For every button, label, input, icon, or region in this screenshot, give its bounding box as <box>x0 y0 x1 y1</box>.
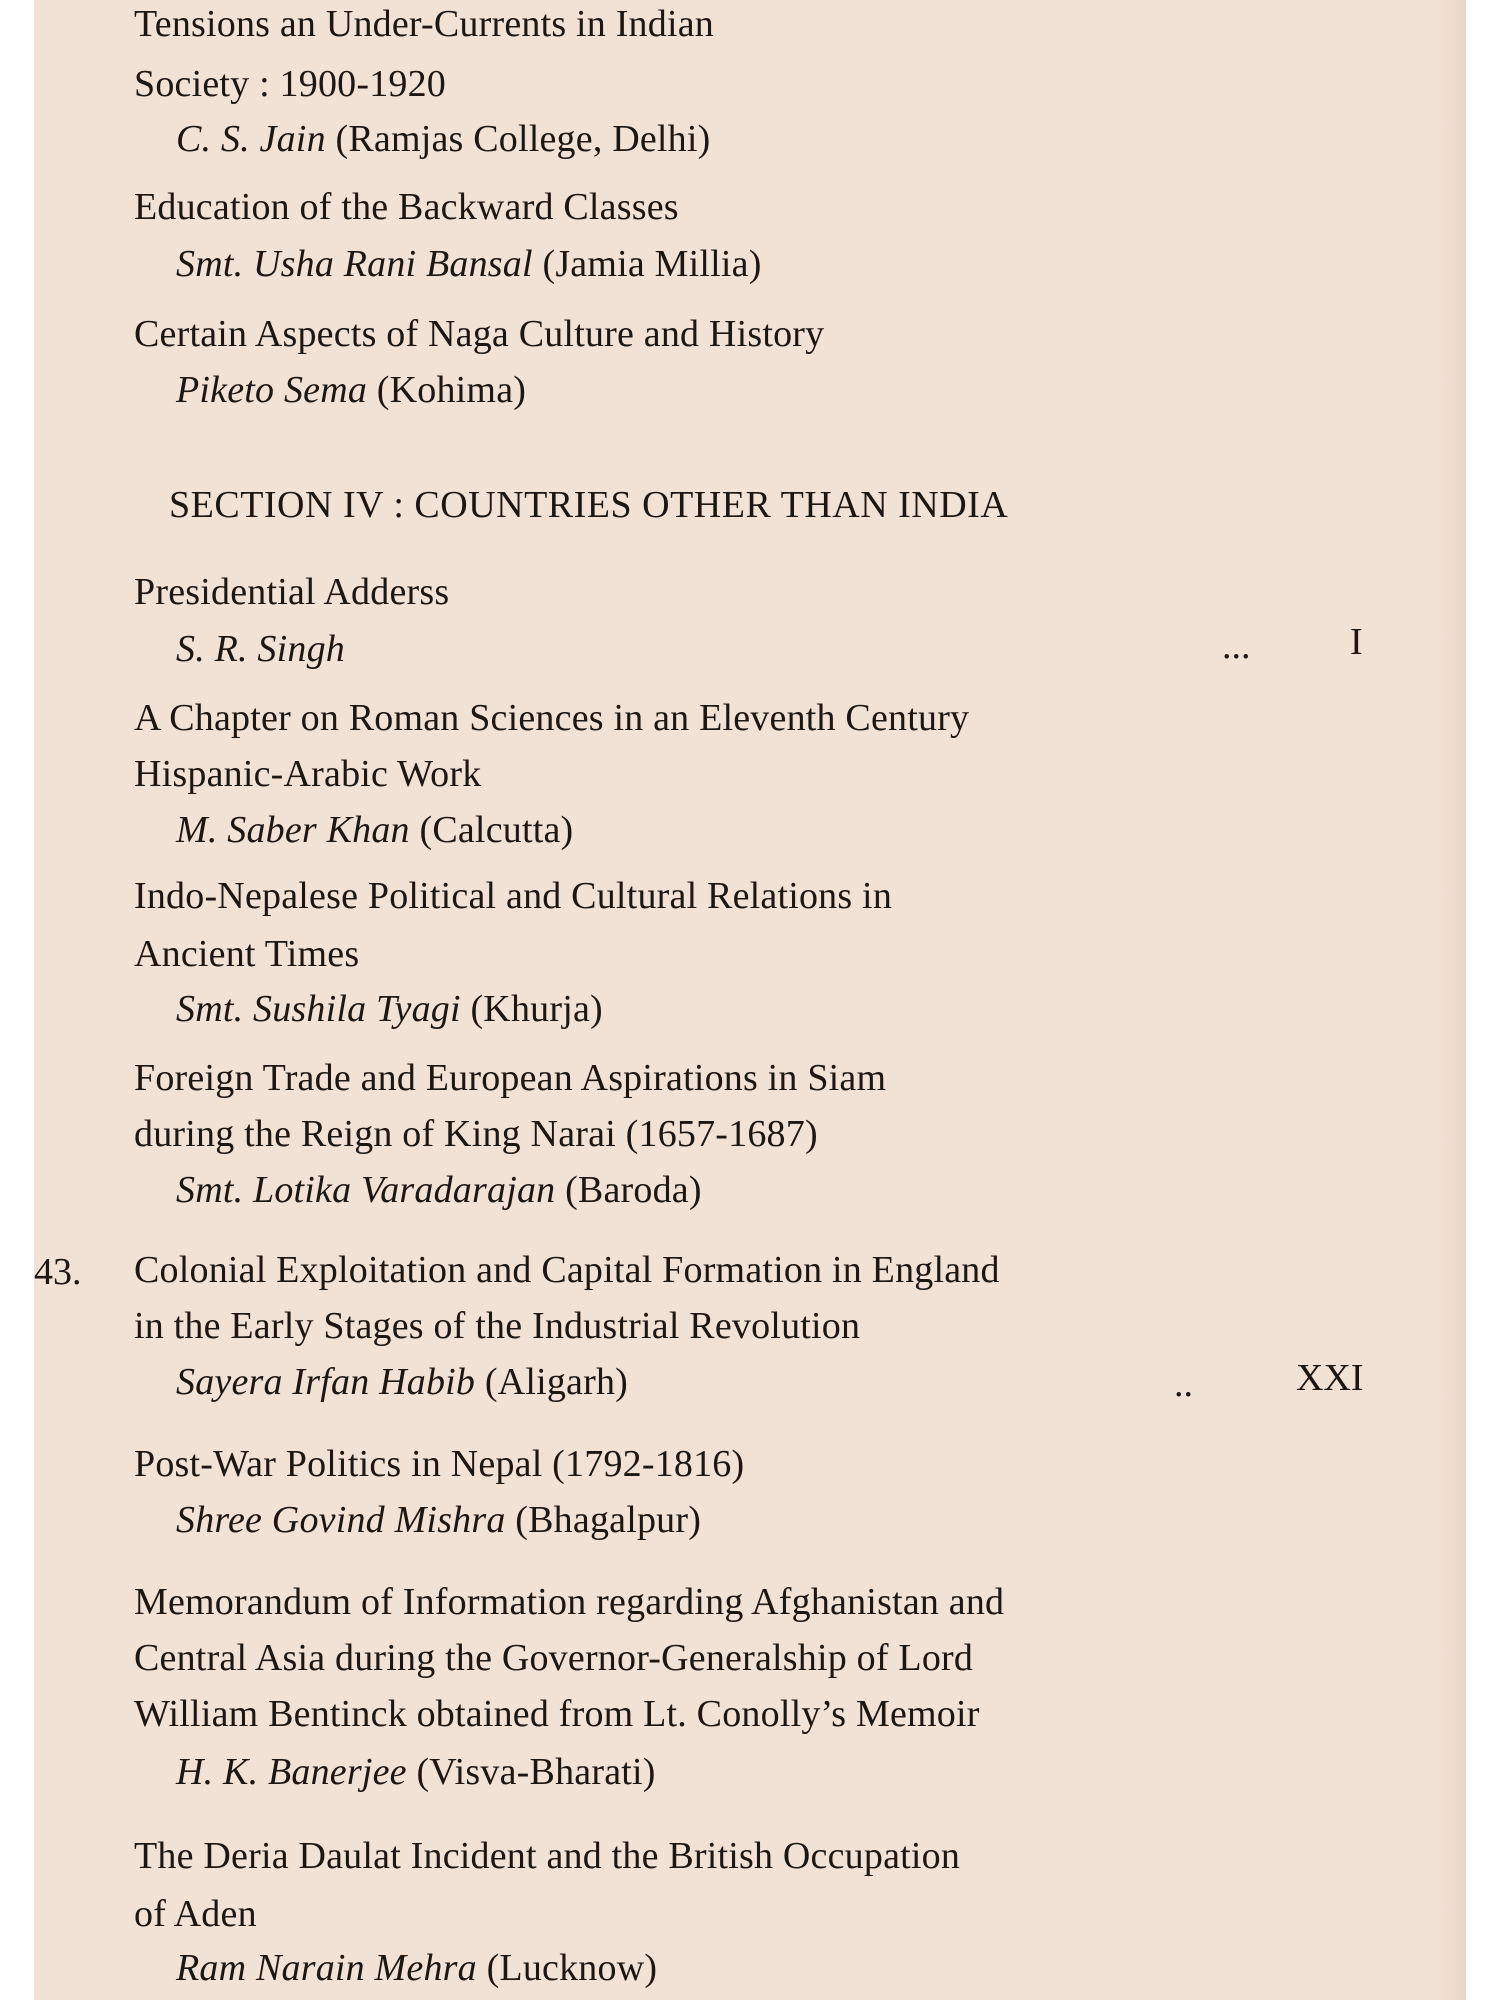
author-name: S. R. Singh <box>176 628 345 670</box>
entry-title-line: A Chapter on Roman Sciences in an Eleventh Century <box>134 697 970 739</box>
author-affiliation: (Jamia Millia) <box>542 243 762 285</box>
entry-title-line: of Aden <box>134 1893 257 1935</box>
entry-number: 43. <box>34 1251 82 1293</box>
entry-title-line: Ancient Times <box>134 933 360 975</box>
author-name: C. S. Jain <box>176 118 326 160</box>
author-name: M. Saber Khan <box>176 809 410 851</box>
page-number: XXI <box>1296 1357 1364 1399</box>
entry-author-line <box>176 806 573 854</box>
author-affiliation: (Bhagalpur) <box>515 1499 702 1541</box>
entry-author-line <box>176 1496 701 1544</box>
author-name: Smt. Lotika Varadarajan <box>176 1169 556 1211</box>
entry-title-line: The Deria Daulat Incident and the British Occupation <box>134 1835 961 1877</box>
entry-author-line <box>176 985 603 1033</box>
entry-title-line: Presidential Adderss <box>134 571 450 613</box>
author-affiliation: (Visva-Bharati) <box>416 1751 656 1793</box>
entry-title-line: during the Reign of King Narai (1657-1687) <box>134 1113 818 1155</box>
entry-title-line: Memorandum of Information regarding Afghanistan and <box>134 1581 1005 1623</box>
author-name: Smt. Usha Rani Bansal <box>176 243 533 285</box>
author-affiliation: (Aligarh) <box>484 1361 629 1403</box>
author-name: Sayera Irfan Habib <box>176 1361 476 1403</box>
author-name: Piketo Sema <box>176 369 368 411</box>
entry-author-line <box>176 366 526 414</box>
entry-title-line: Certain Aspects of Naga Culture and History <box>134 313 825 355</box>
author-name: Smt. Sushila Tyagi <box>176 988 461 1030</box>
leader-dots: ... <box>1222 625 1251 667</box>
page-edge-shadow <box>1436 0 1466 2000</box>
entry-author-line <box>176 1166 702 1214</box>
author-affiliation: (Kohima) <box>376 369 527 411</box>
author-affiliation: (Calcutta) <box>419 809 574 851</box>
entry-title-line: Colonial Exploitation and Capital Formation in England <box>134 1249 1000 1291</box>
author-affiliation: (Ramjas College, Delhi) <box>335 118 711 160</box>
entry-author-line <box>176 115 711 163</box>
leader-dots: .. <box>1174 1363 1193 1405</box>
entry-title-line: William Bentinck obtained from Lt. Conolly’s Memoir <box>134 1693 980 1735</box>
entry-author-line <box>176 1944 657 1992</box>
entry-author-line <box>176 240 762 288</box>
entry-author-line <box>176 1748 656 1796</box>
entry-title-line: Indo-Nepalese Political and Cultural Relations in <box>134 875 893 917</box>
author-affiliation: (Baroda) <box>565 1169 702 1211</box>
entry-title-line: in the Early Stages of the Industrial Revolution <box>134 1305 861 1347</box>
entry-title-line: Society : 1900-1920 <box>134 63 446 105</box>
author-affiliation: (Khurja) <box>470 988 603 1030</box>
entry-title-line: Tensions an Under-Currents in Indian <box>134 3 714 45</box>
section-heading: SECTION IV : COUNTRIES OTHER THAN INDIA <box>169 484 1009 526</box>
author-affiliation: (Lucknow) <box>486 1947 658 1989</box>
page-number: I <box>1350 621 1363 663</box>
author-name: Shree Govind Mishra <box>176 1499 506 1541</box>
entry-title-line: Foreign Trade and European Aspirations in Siam <box>134 1057 887 1099</box>
entry-title-line: Education of the Backward Classes <box>134 186 679 228</box>
entry-author-line <box>176 625 345 673</box>
entry-author-line <box>176 1358 628 1406</box>
author-name: Ram Narain Mehra <box>176 1947 477 1989</box>
document-page <box>34 0 1466 2000</box>
author-name: H. K. Banerjee <box>176 1751 407 1793</box>
entry-title-line: Central Asia during the Governor-Generalship of Lord <box>134 1637 974 1679</box>
entry-title-line: Post-War Politics in Nepal (1792-1816) <box>134 1443 745 1485</box>
entry-title-line: Hispanic-Arabic Work <box>134 753 482 795</box>
